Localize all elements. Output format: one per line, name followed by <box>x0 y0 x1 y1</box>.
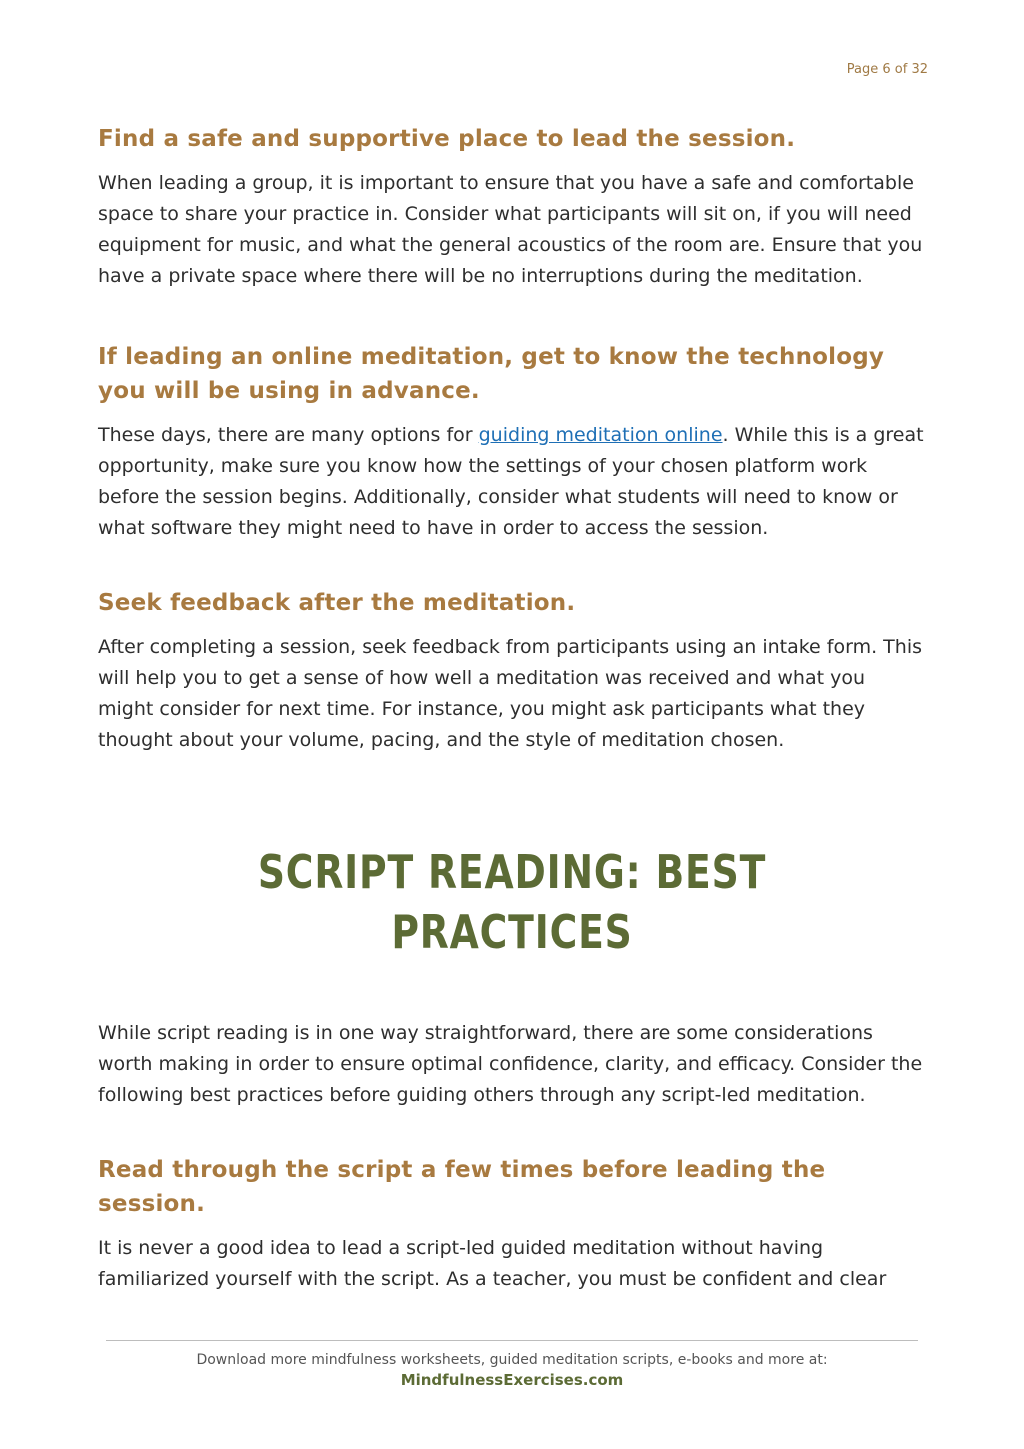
body-text-before-link: These days, there are many options for <box>98 424 479 446</box>
page-content <box>98 122 926 1295</box>
section-heading-read-through: Read through the script a few times before leading the session. <box>98 1157 826 1217</box>
footer <box>0 1351 1024 1390</box>
section-heading-online-meditation: If leading an online meditation, get to know the technology you will be using in advance. <box>98 344 885 404</box>
footer-site-link[interactable]: MindfulnessExercises.com <box>400 1371 624 1389</box>
guiding-meditation-online-link[interactable]: guiding meditation online <box>478 424 723 446</box>
section-body-safe-place: When leading a group, it is important to ensure that you have a safe and comfortable space to share your practice in. Consider what participants will sit on, if you will need equipment for music, and what the general acoustics of the room are. Ensure that you have a private space where there will be no interruptions during the meditation. <box>98 172 923 287</box>
section-body-feedback: After completing a session, seek feedback from participants using an intake form. This will help you to get a sense of how well a meditation was received and what you might consider for next time. For instance, you might ask participants what they thought about your volume, pacing, and the style of meditation chosen. <box>98 636 922 751</box>
section-title-script-reading: SCRIPT READING: BEST PRACTICES <box>257 845 767 959</box>
page-number: Page 6 of 32 <box>846 62 928 77</box>
section-heading-safe-place: Find a safe and supportive place to lead the session. <box>98 126 796 152</box>
footer-divider <box>106 1340 918 1341</box>
footer-text: Download more mindfulness worksheets, guided meditation scripts, e-books and more at: <box>196 1352 828 1368</box>
section-body-read-through: It is never a good idea to lead a script-led guided meditation without having familiarized yourself with the script. As a teacher, you must be confident and clear <box>98 1237 887 1290</box>
section-heading-feedback: Seek feedback after the meditation. <box>98 590 576 616</box>
body-text-after-link: . While this is a great opportunity, make sure you know how the settings of your chosen platform work before the session begins. Additionally, consider what students will need to know or what software they might need to have in order to access the session. <box>98 424 924 539</box>
section-body-online-meditation <box>98 420 926 544</box>
intro-paragraph: While script reading is in one way straightforward, there are some considerations worth making in order to ensure optimal confidence, clarity, and efficacy. Consider the following best practices before guiding others through any script-led meditation. <box>98 1022 923 1106</box>
